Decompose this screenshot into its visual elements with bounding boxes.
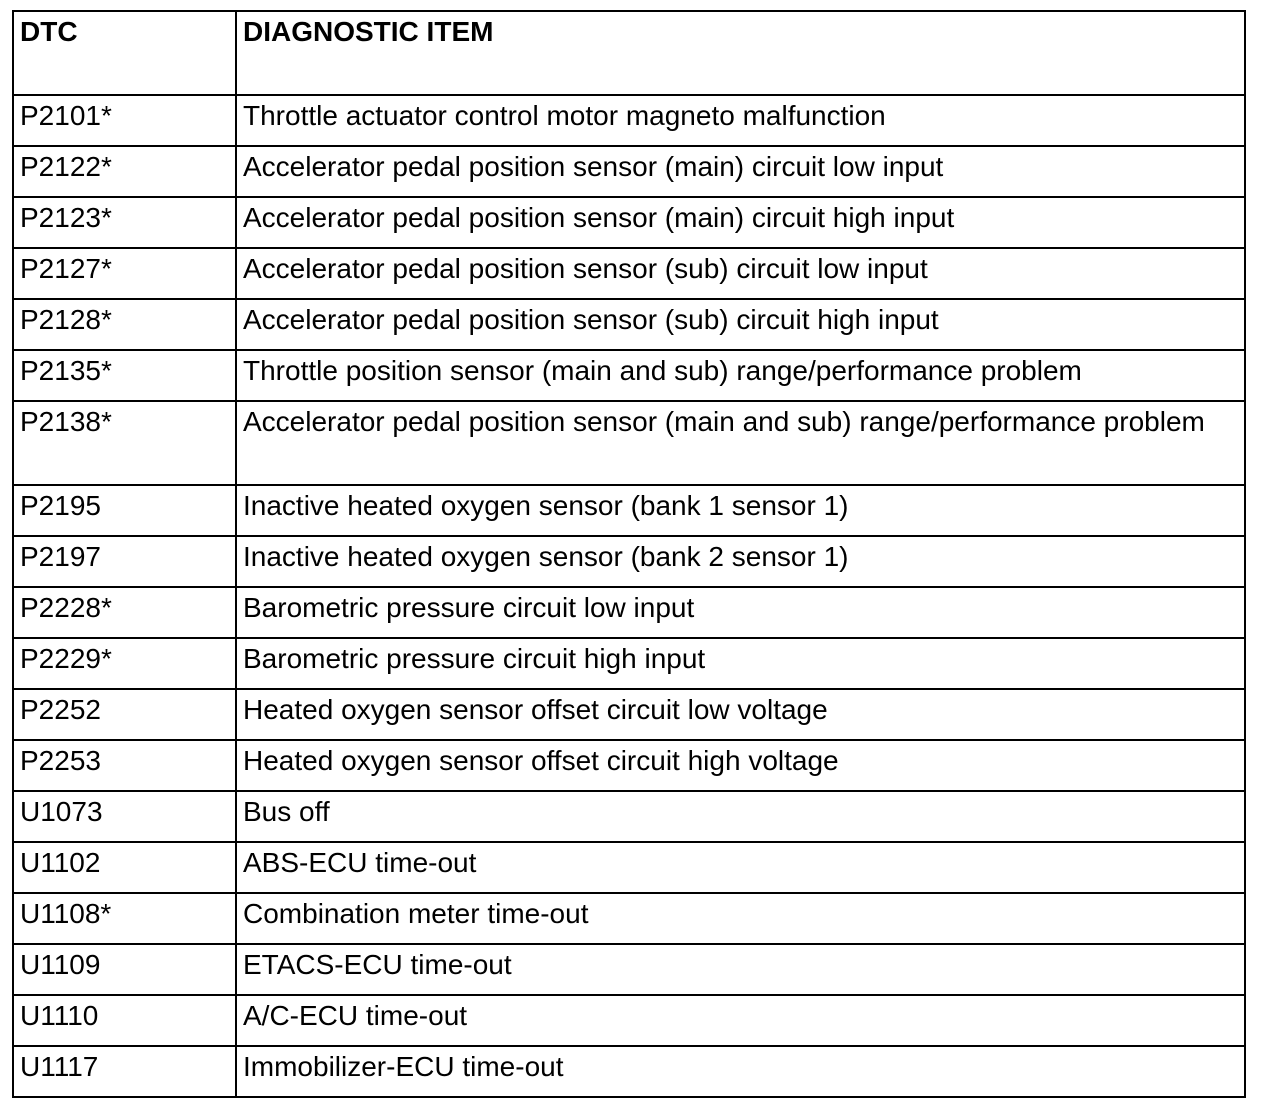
- table-row: [13, 350, 1245, 401]
- dtc-code-cell: U1073: [13, 791, 236, 842]
- table-row: [13, 740, 1245, 791]
- diagnostic-item-cell: Bus off: [236, 791, 1245, 842]
- dtc-code-cell: U1102: [13, 842, 236, 893]
- table-row: [13, 536, 1245, 587]
- table-row: [13, 689, 1245, 740]
- dtc-code-cell: U1117: [13, 1046, 236, 1097]
- diagnostic-item-cell: Barometric pressure circuit low input: [236, 587, 1245, 638]
- dtc-code-cell: P2252: [13, 689, 236, 740]
- table-header-row: [13, 11, 1245, 95]
- dtc-code-cell: P2253: [13, 740, 236, 791]
- diagnostic-item-cell: Accelerator pedal position sensor (sub) circuit high input: [236, 299, 1245, 350]
- dtc-code-cell: P2195: [13, 485, 236, 536]
- dtc-code-cell: P2138*: [13, 401, 236, 485]
- dtc-code-cell: P2101*: [13, 95, 236, 146]
- table-row: [13, 146, 1245, 197]
- table-row: [13, 248, 1245, 299]
- dtc-code-cell: P2127*: [13, 248, 236, 299]
- dtc-code-cell: U1109: [13, 944, 236, 995]
- dtc-code-cell: P2122*: [13, 146, 236, 197]
- table-row: [13, 995, 1245, 1046]
- dtc-code-cell: P2228*: [13, 587, 236, 638]
- dtc-code-cell: P2135*: [13, 350, 236, 401]
- diagnostic-item-cell: Combination meter time-out: [236, 893, 1245, 944]
- diagnostic-item-cell: Accelerator pedal position sensor (sub) circuit low input: [236, 248, 1245, 299]
- table-row: [13, 197, 1245, 248]
- table-row: [13, 893, 1245, 944]
- table-row: [13, 401, 1245, 485]
- table-row: [13, 842, 1245, 893]
- diagnostic-item-cell: Inactive heated oxygen sensor (bank 2 sensor 1): [236, 536, 1245, 587]
- table-row: [13, 485, 1245, 536]
- dtc-table: [12, 10, 1246, 1098]
- diagnostic-item-cell: Throttle position sensor (main and sub) range/performance problem: [236, 350, 1245, 401]
- table-row: [13, 299, 1245, 350]
- diagnostic-item-cell: Accelerator pedal position sensor (main) circuit low input: [236, 146, 1245, 197]
- table-row: [13, 587, 1245, 638]
- dtc-code-cell: P2229*: [13, 638, 236, 689]
- table-body: [13, 95, 1245, 1097]
- diagnostic-item-cell: Heated oxygen sensor offset circuit high voltage: [236, 740, 1245, 791]
- header-diagnostic-item: DIAGNOSTIC ITEM: [236, 11, 1245, 95]
- diagnostic-item-cell: ETACS-ECU time-out: [236, 944, 1245, 995]
- diagnostic-item-cell: Barometric pressure circuit high input: [236, 638, 1245, 689]
- diagnostic-item-cell: Accelerator pedal position sensor (main and sub) range/performance problem: [236, 401, 1245, 485]
- dtc-code-cell: P2197: [13, 536, 236, 587]
- diagnostic-item-cell: ABS-ECU time-out: [236, 842, 1245, 893]
- dtc-code-cell: U1110: [13, 995, 236, 1046]
- diagnostic-item-cell: Immobilizer-ECU time-out: [236, 1046, 1245, 1097]
- table-row: [13, 638, 1245, 689]
- dtc-code-cell: U1108*: [13, 893, 236, 944]
- table-row: [13, 791, 1245, 842]
- table-row: [13, 944, 1245, 995]
- diagnostic-item-cell: Inactive heated oxygen sensor (bank 1 sensor 1): [236, 485, 1245, 536]
- header-dtc: DTC: [13, 11, 236, 95]
- diagnostic-item-cell: Heated oxygen sensor offset circuit low voltage: [236, 689, 1245, 740]
- diagnostic-item-cell: Accelerator pedal position sensor (main) circuit high input: [236, 197, 1245, 248]
- dtc-code-cell: P2123*: [13, 197, 236, 248]
- table-row: [13, 95, 1245, 146]
- dtc-code-cell: P2128*: [13, 299, 236, 350]
- table-row: [13, 1046, 1245, 1097]
- diagnostic-item-cell: Throttle actuator control motor magneto malfunction: [236, 95, 1245, 146]
- diagnostic-item-cell: A/C-ECU time-out: [236, 995, 1245, 1046]
